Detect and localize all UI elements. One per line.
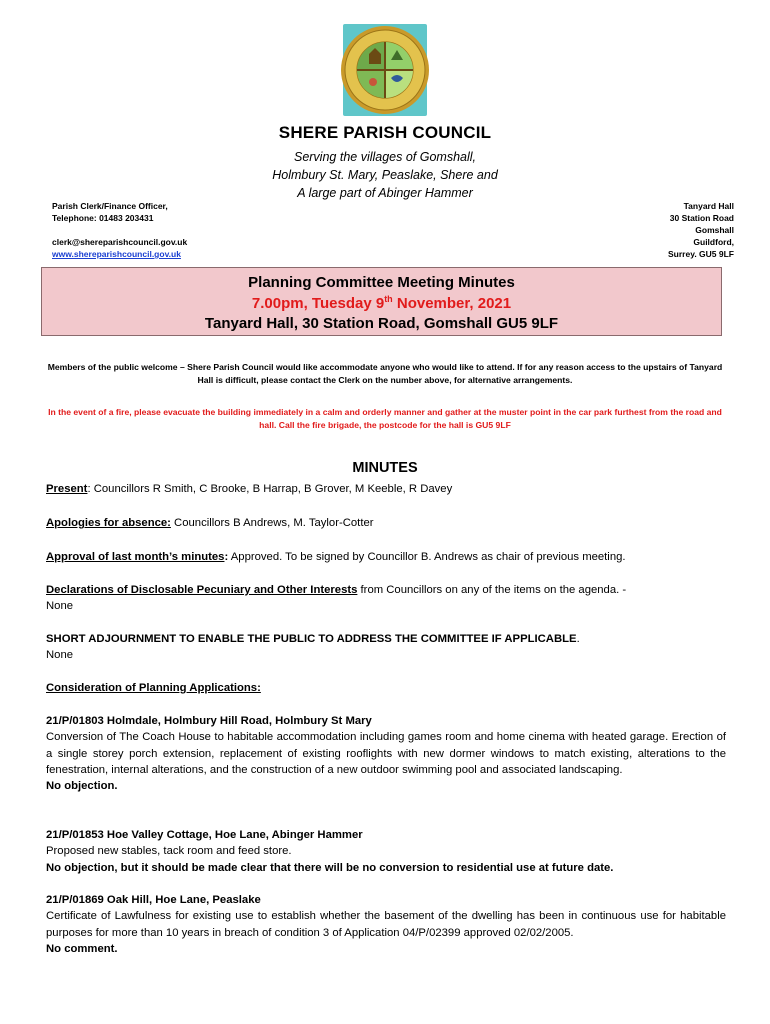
planning-heading-text: Consideration of Planning Applications: [46,682,261,694]
meeting-time [42,294,721,312]
meeting-time-suffix-sup: th [384,294,393,304]
public-welcome-notice: Members of the public welcome – Shere Parish Council would like accommodate anyone who would like to attend. If for any reason access to the upstairs of Tanyard Hall is difficult, please contact the Clerk on the number above, for alternative arrangements. [47,362,723,385]
application-ref: 21/P/01803 Holmdale, Holmbury Hill Road, Holmbury St Mary [46,715,372,727]
application-decision: No comment. [46,942,118,955]
minutes-heading: MINUTES [352,460,418,476]
meeting-title: Planning Committee Meeting Minutes [248,274,515,291]
hall-address-block [668,200,734,260]
apologies-label: Apologies for absence: [46,517,171,529]
application-item [46,827,726,876]
clerk-telephone: Telephone: 01483 203431 [52,213,154,223]
council-tagline [0,148,770,202]
clerk-contact-block [52,200,187,260]
application-ref: 21/P/01853 Hoe Valley Cottage, Hoe Lane, Abinger Hammer [46,829,363,841]
present-item [46,481,726,497]
address-line: Guildford, [693,237,734,247]
adjournment-item [46,631,726,664]
meeting-banner [41,267,722,336]
application-item [46,713,726,794]
meeting-venue: Tanyard Hall, 30 Station Road, Gomshall GU5 9LF [204,315,559,332]
application-item [46,892,726,957]
address-line: Tanyard Hall [683,201,734,211]
meeting-time-prefix: 7.00pm, Tuesday 9 [251,295,385,312]
approval-item [46,549,726,565]
declarations-none: None [46,600,74,613]
fire-notice: In the event of a fire, please evacuate the building immediately in a calm and orderly manner and gather at the muster point in the car park furthest from the road and hall. Call the fire brigade, the postcode for the hall is GU5 9LF [48,407,722,430]
tagline-line: Holmbury St. Mary, Peaslake, Shere and [272,168,498,182]
planning-heading [46,680,726,696]
apologies-text: Councillors B Andrews, M. Taylor-Cotter [170,517,374,529]
adjournment-none: None [46,649,74,662]
approval-label: Approval of last month’s minutes [46,551,225,563]
present-label: Present [46,483,88,495]
application-ref: 21/P/01869 Oak Hill, Hoe Lane, Peaslake [46,894,261,906]
declarations-text: from Councillors on any of the items on the agenda. - [357,584,627,596]
address-line: Gomshall [695,225,734,235]
clerk-title: Parish Clerk/Finance Officer, [52,201,168,211]
approval-colon: : [224,551,229,563]
clerk-email[interactable]: clerk@shereparishcouncil.gov.uk [52,237,188,247]
address-line: Surrey. GU5 9LF [668,249,734,259]
council-name: SHERE PARISH COUNCIL [278,123,492,142]
apologies-item [46,515,726,531]
approval-text: Approved. To be signed by Councillor B. Andrews as chair of previous meeting. [228,551,626,563]
address-line: 30 Station Road [669,213,734,223]
application-description: Conversion of The Coach House to habitable accommodation including games room and home cinema with heated garage. Erection of a single storey porch extension, replacement of existing rooflights with new dormer windows to match existing, alterations to the fenestration, internal alterations, and the construction of a new outdoor swimming pool and associated landscaping. [46,731,726,776]
application-decision: No objection, but it should be made clear that there will be no conversion to residential use at future date. [46,861,614,874]
application-description: Certificate of Lawfulness for existing use to establish whether the basement of the dwelling has been in continuous use for habitable purposes for more than 10 years in breach of condition 3 of Application 04/P/02399 approved 02/02/2005. [46,910,726,939]
present-text: : Councillors R Smith, C Brooke, B Harrap, B Grover, M Keeble, R Davey [87,483,453,495]
application-decision: No objection. [46,780,118,793]
tagline-line: A large part of Abinger Hammer [297,186,473,200]
application-description: Proposed new stables, tack room and feed store. [46,845,292,858]
parish-crest-logo [335,20,435,120]
meeting-time-suffix: November, 2021 [392,295,512,312]
adjournment-label: SHORT ADJOURNMENT TO ENABLE THE PUBLIC TO ADDRESS THE COMMITTEE IF APPLICABLE [46,633,577,645]
declarations-label: Declarations of Disclosable Pecuniary and Other Interests [46,584,358,596]
declarations-item [46,582,726,615]
website-link[interactable]: www.shereparishcouncil.gov.uk [52,249,181,259]
adjournment-dot: . [576,633,580,645]
tagline-line: Serving the villages of Gomshall, [293,150,477,164]
